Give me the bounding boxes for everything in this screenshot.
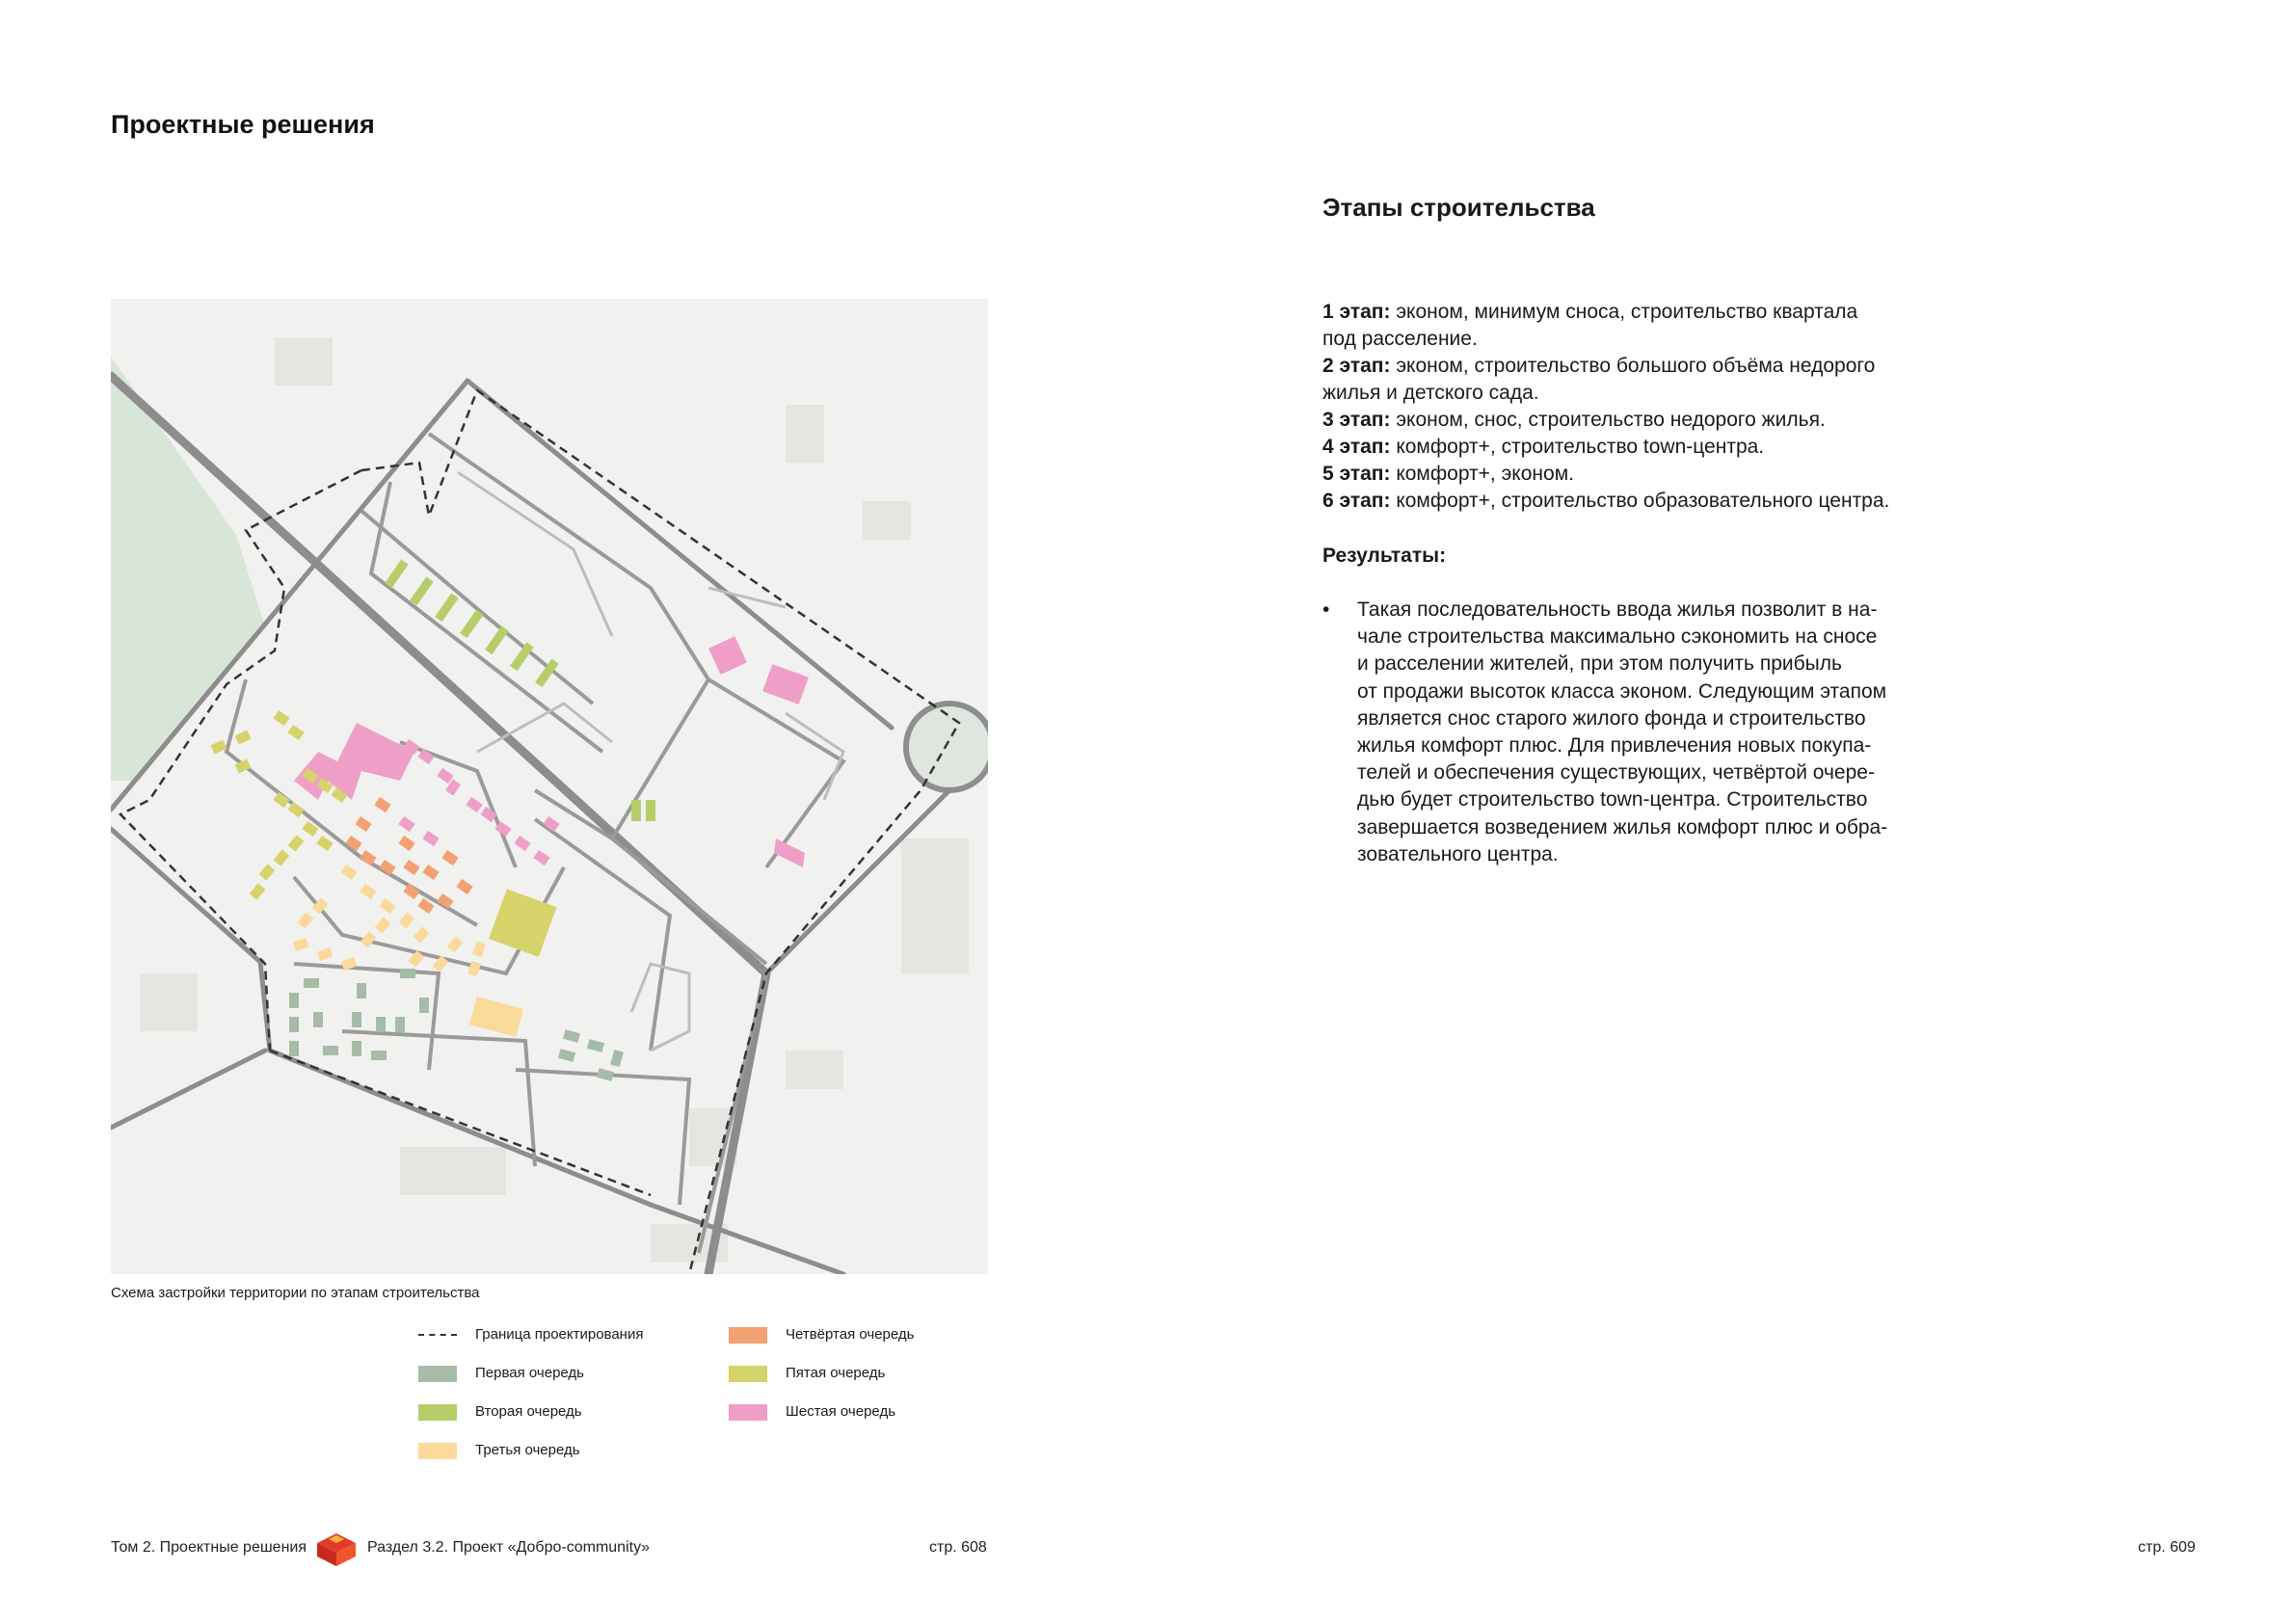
stage-label: 4 этап: — [1322, 436, 1391, 458]
paragraph-line: чале строительства максимально сэкономить на сносе — [1357, 626, 1878, 649]
legend-label: Первая очередь — [475, 1365, 584, 1381]
footer-page-right: стр. 609 — [2138, 1539, 2196, 1556]
logo-svg — [315, 1531, 358, 1568]
map-legend — [418, 1324, 1016, 1478]
map-svg — [111, 299, 988, 1274]
legend-label: Четвёртая очередь — [786, 1326, 915, 1343]
stage-text: комфорт+, строительство образовательного центра. — [1396, 490, 1890, 512]
stage-3 — [1322, 407, 1978, 434]
stage-label: 3 этап: — [1322, 409, 1391, 431]
paragraph-line: дью будет строительство town-центра. Строительство — [1357, 788, 1868, 812]
legend-item-stage-3 — [418, 1440, 580, 1461]
stage-2 — [1322, 353, 1978, 380]
stage-label: 1 этап: — [1322, 301, 1391, 323]
legend-label: Вторая очередь — [475, 1403, 582, 1420]
legend-swatch — [729, 1404, 767, 1421]
paragraph-line: Такая последовательность ввода жилья позволит в на- — [1357, 599, 1878, 621]
legend-item-boundary — [418, 1324, 643, 1345]
legend-swatch — [418, 1443, 457, 1459]
paragraph-line: от продажи высоток класса эконом. Следующим этапом — [1357, 679, 1887, 703]
stage-1 — [1322, 299, 1978, 326]
legend-item-stage-6 — [729, 1401, 895, 1423]
legend-item-stage-5 — [729, 1363, 885, 1384]
results-paragraph — [1357, 597, 1955, 868]
stage-1-cont — [1322, 326, 1978, 353]
paragraph-line: телей и обеспечения существующих, четвёртой очере- — [1357, 761, 1875, 785]
paragraph-line: жилья комфорт плюс. Для привлечения новых покупа- — [1357, 734, 1872, 758]
legend-swatch — [729, 1366, 767, 1382]
paragraph-line: зовательного центра. — [1357, 842, 1559, 865]
stage-label: 5 этап: — [1322, 463, 1391, 485]
stage-text: эконом, строительство большого объёма недорого — [1396, 355, 1876, 377]
project-logo-icon — [315, 1531, 358, 1568]
footer-page-left: стр. 608 — [929, 1539, 987, 1556]
stages-heading: Этапы строительства — [1322, 193, 1595, 222]
footer-volume: Том 2. Проектные решения — [111, 1539, 307, 1556]
stage-2-cont — [1322, 380, 1978, 407]
stage-text: жилья и детского сада. — [1322, 382, 1539, 404]
stage-text: комфорт+, эконом. — [1396, 463, 1574, 485]
paragraph-line: и расселении жителей, при этом получить прибыль — [1357, 652, 1842, 676]
legend-label: Пятая очередь — [786, 1365, 886, 1381]
stage-text: под расселение. — [1322, 328, 1478, 350]
paragraph-line: является снос старого жилого фонда и строительство — [1357, 706, 1866, 730]
results-heading: Результаты: — [1322, 545, 1447, 567]
stage-6 — [1322, 488, 1978, 515]
legend-item-stage-4 — [729, 1324, 914, 1345]
stage-4 — [1322, 434, 1978, 461]
page-title: Проектные решения — [111, 110, 375, 139]
legend-swatch — [418, 1404, 457, 1421]
stage-label: 6 этап: — [1322, 490, 1391, 512]
footer-section: Раздел 3.2. Проект «Добро-community» — [367, 1539, 650, 1556]
paragraph-line: завершается возведением жилья комфорт плюс и обра- — [1357, 815, 1888, 839]
stage-label: 2 этап: — [1322, 355, 1391, 377]
legend-label: Шестая очередь — [786, 1403, 896, 1420]
stage-5 — [1322, 461, 1978, 488]
legend-item-stage-1 — [418, 1363, 584, 1384]
stages-list — [1322, 299, 1978, 515]
bullet-icon: • — [1322, 599, 1330, 621]
legend-swatch — [418, 1366, 457, 1382]
stage-text: комфорт+, строительство town-центра. — [1396, 436, 1765, 458]
stage-text: эконом, снос, строительство недорого жилья. — [1396, 409, 1826, 431]
legend-dash-icon — [418, 1334, 457, 1336]
legend-swatch — [729, 1327, 767, 1344]
stage-text: эконом, минимум сноса, строительство квартала — [1396, 301, 1858, 323]
legend-label: Граница проектирования — [475, 1326, 644, 1343]
legend-item-stage-2 — [418, 1401, 582, 1423]
map-caption: Схема застройки территории по этапам строительства — [111, 1285, 480, 1301]
site-plan-map — [111, 299, 988, 1274]
legend-label: Третья очередь — [475, 1442, 580, 1458]
